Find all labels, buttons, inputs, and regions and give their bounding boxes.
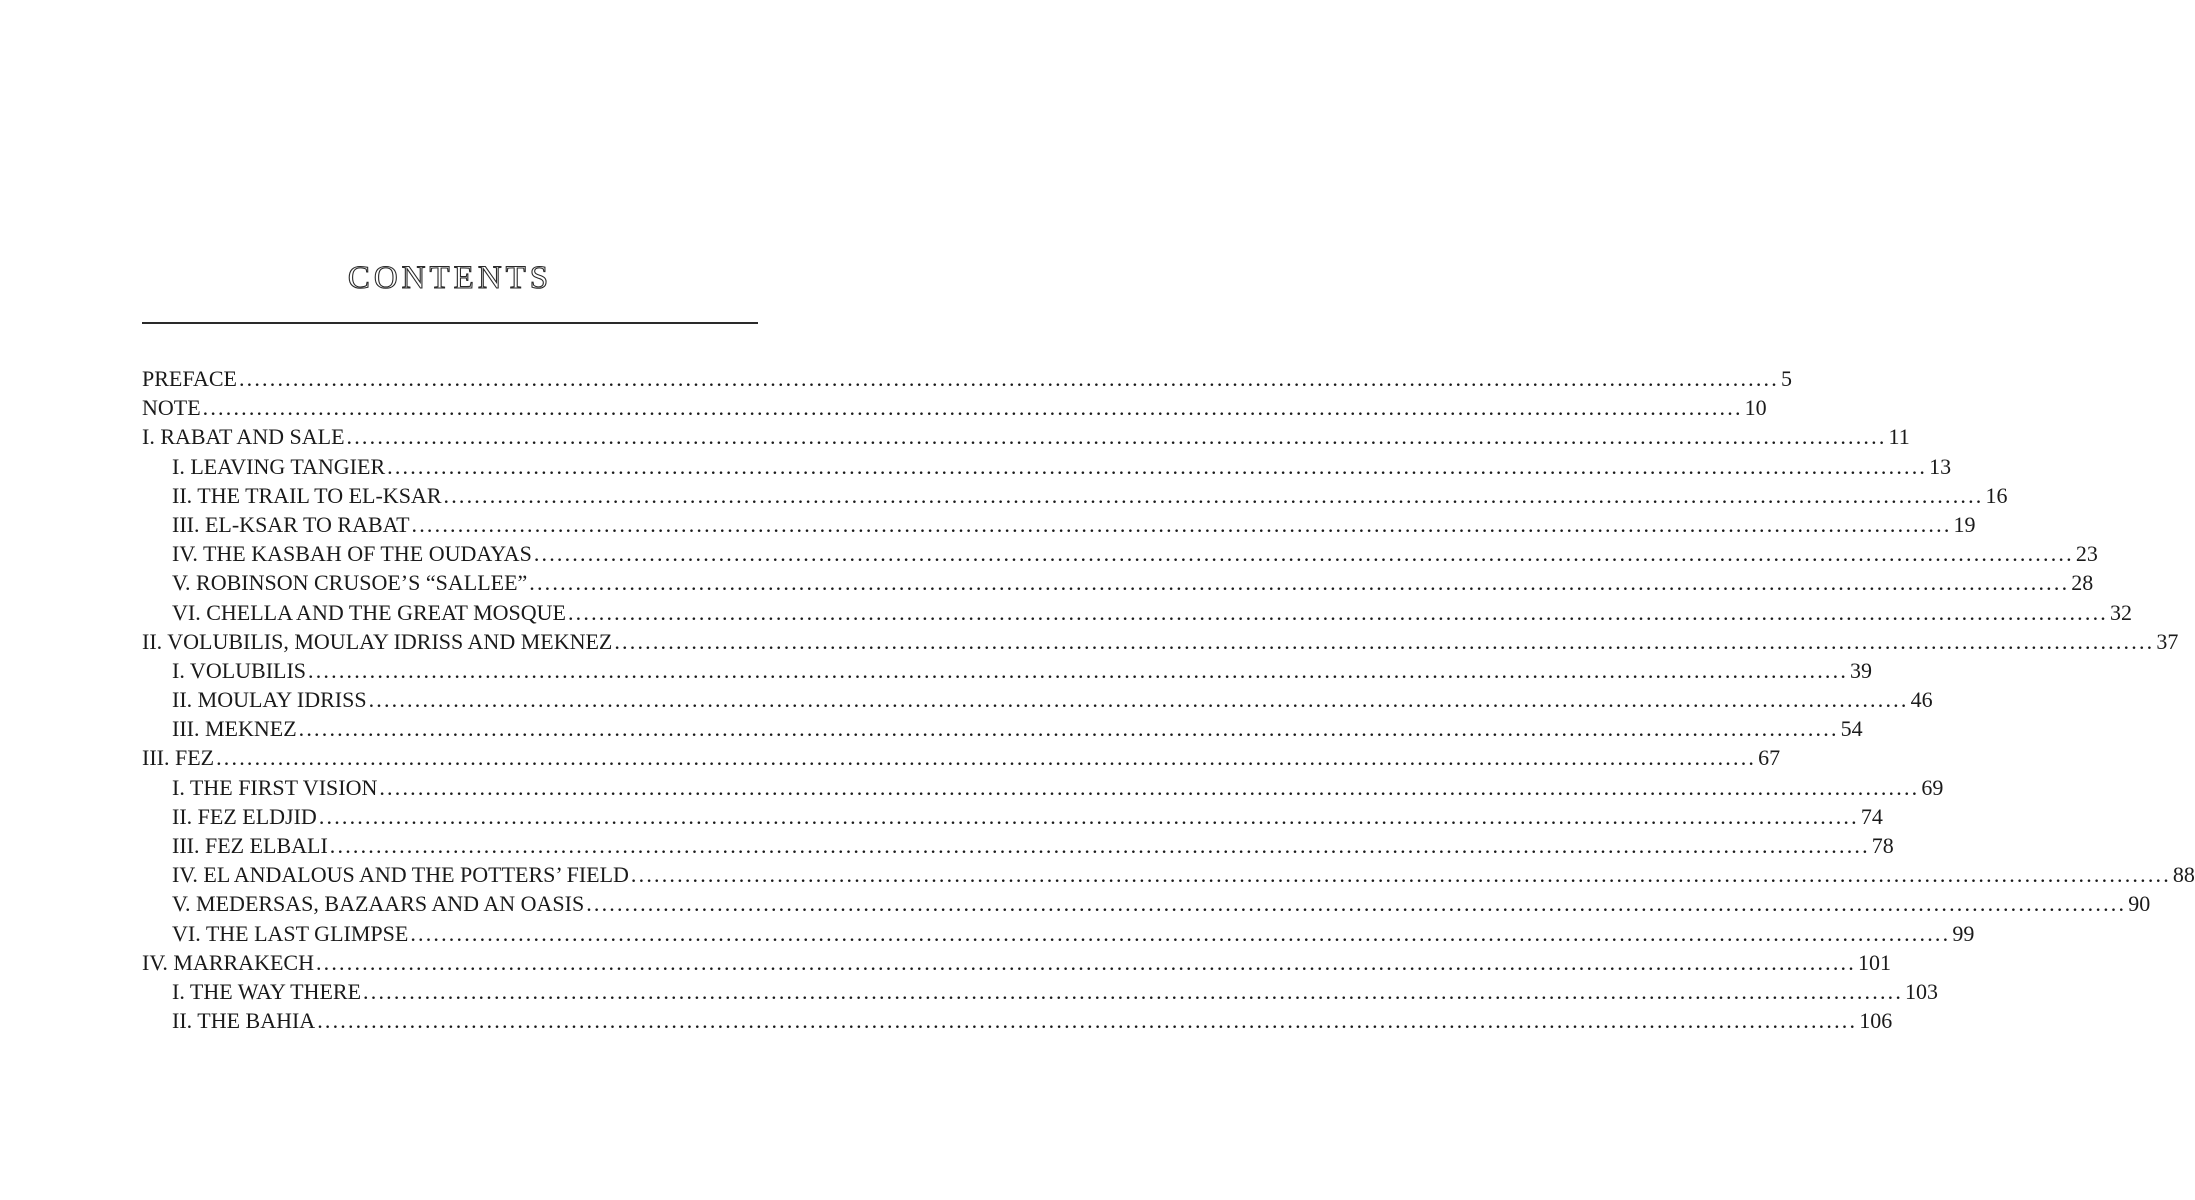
toc-entry-label: III. FEZ [142, 745, 215, 771]
toc-entry-page-number: 90 [2128, 891, 2151, 917]
toc-entry-label: II. MOULAY IDRISS [172, 687, 367, 713]
toc-entry-label: II. THE TRAIL TO EL-KSAR [172, 482, 442, 508]
toc-entry-page-number: 78 [1871, 833, 1894, 858]
dot-leader: ........................................................................................................................................................................................................ [202, 395, 1743, 421]
toc-entry-label: IV. THE KASBAH OF THE OUDAYAS [172, 541, 532, 567]
toc-entry-page-number: 88 [2172, 862, 2195, 888]
toc-entry-page-number: 46 [1910, 687, 1933, 713]
toc-entry-page-number: 5 [1780, 366, 1792, 391]
toc-entry-page-number: 37 [2156, 628, 2179, 654]
dot-leader: ........................................................................................................................................................................................................ [533, 541, 2074, 567]
dot-leader: ........................................................................................................................................................................................................ [567, 599, 2108, 625]
dot-leader: ........................................................................................................................................................................................................ [387, 453, 1928, 479]
toc-entry-label: III. MEKNEZ [172, 716, 297, 742]
toc-entry [142, 510, 1976, 539]
toc-entry-label: V. MEDERSAS, BAZAARS AND AN OASIS [172, 891, 585, 917]
toc-entry-page-number: 101 [1857, 949, 1891, 975]
dot-leader: ........................................................................................................................................................................................................ [379, 774, 1920, 800]
toc-entry-page-number: 32 [2109, 599, 2132, 625]
toc-entry-label: V. ROBINSON CRUSOE’S “SALLEE” [172, 570, 528, 596]
toc-entry [142, 948, 1891, 977]
toc-entry [142, 452, 1952, 481]
toc-entry-label: IV. MARRAKECH [142, 949, 314, 975]
dot-leader: ........................................................................................................................................................................................................ [443, 482, 1984, 508]
dot-leader: ........................................................................................................................................................................................................ [411, 511, 1952, 537]
toc-entry-page-number: 28 [2071, 570, 2094, 596]
toc-entry-label: IV. EL ANDALOUS AND THE POTTERS’ FIELD [172, 862, 629, 888]
toc-entry-page-number: 19 [1953, 511, 1976, 537]
toc-entry-label: I. RABAT AND SALE [142, 424, 345, 450]
toc-entry-label: I. THE WAY THERE [172, 978, 362, 1004]
toc-entry-label: II. THE BAHIA [172, 1008, 316, 1034]
dot-leader: ........................................................................................................................................................................................................ [346, 424, 1887, 450]
dot-leader: ........................................................................................................................................................................................................ [363, 978, 1904, 1004]
toc-entry-page-number: 103 [1905, 978, 1939, 1004]
toc-entry-page-number: 67 [1758, 745, 1781, 771]
toc-entry-label: II. FEZ ELDJID [172, 803, 317, 829]
toc-entry [142, 685, 1933, 714]
toc-entry [142, 743, 1781, 772]
dot-leader: ........................................................................................................................................................................................................ [614, 628, 2155, 654]
dot-leader: ........................................................................................................................................................................................................ [586, 891, 2127, 917]
dot-leader: ........................................................................................................................................................................................................ [315, 949, 1856, 975]
title-rule [142, 322, 758, 324]
toc-entry-label: III. EL-KSAR TO RABAT [172, 511, 410, 537]
toc-entry [142, 831, 1894, 860]
toc-entry [142, 860, 2195, 889]
dot-leader: ........................................................................................................................................................................................................ [410, 920, 1951, 946]
dot-leader: ........................................................................................................................................................................................................ [630, 862, 2171, 888]
dot-leader: ........................................................................................................................................................................................................ [529, 570, 2070, 596]
toc-entry-label: III. FEZ ELBALI [172, 833, 328, 858]
dot-leader: ........................................................................................................................................................................................................ [329, 833, 1870, 858]
toc-entry-page-number: 39 [1850, 657, 1873, 683]
toc-entry-page-number: 10 [1744, 395, 1767, 421]
toc-entry [142, 1006, 1893, 1035]
toc-entry-page-number: 54 [1840, 716, 1863, 742]
toc-entry-page-number: 11 [1888, 424, 1910, 450]
toc-entry-page-number: 13 [1929, 453, 1952, 479]
dot-leader: ........................................................................................................................................................................................................ [368, 687, 1909, 713]
toc-entry [142, 919, 1975, 948]
toc-entry [142, 773, 1944, 802]
toc-entry-label: I. LEAVING TANGIER [172, 453, 386, 479]
toc-entry-label: I. THE FIRST VISION [172, 774, 378, 800]
toc-entry [142, 422, 1910, 451]
toc-entry-label: I. VOLUBILIS [172, 657, 307, 683]
toc-entry-label: NOTE [142, 395, 201, 421]
toc-entry [142, 393, 1767, 422]
toc-entry [142, 598, 2132, 627]
toc-entry [142, 714, 1863, 743]
toc-entry [142, 627, 2179, 656]
page-title: CONTENTS [347, 260, 553, 296]
dot-leader: ........................................................................................................................................................................................................ [298, 716, 1839, 742]
toc-entry [142, 802, 1883, 831]
toc-entry-label: II. VOLUBILIS, MOULAY IDRISS AND MEKNEZ [142, 628, 613, 654]
toc-entry-label: PREFACE [142, 366, 237, 391]
dot-leader: ........................................................................................................................................................................................................ [216, 745, 1757, 771]
toc-entry-page-number: 99 [1952, 920, 1975, 946]
toc-entry-label: VI. THE LAST GLIMPSE [172, 920, 409, 946]
toc-entry [142, 364, 1792, 393]
dot-leader: ........................................................................................................................................................................................................ [317, 1008, 1858, 1034]
toc-entry-label: VI. CHELLA AND THE GREAT MOSQUE [172, 599, 566, 625]
toc-entry [142, 889, 2151, 918]
toc-entry-page-number: 74 [1860, 803, 1883, 829]
toc-entry [142, 568, 2094, 597]
toc-entry-page-number: 69 [1921, 774, 1944, 800]
toc-entry [142, 656, 1873, 685]
toc-entry [142, 481, 2008, 510]
toc-entry-page-number: 16 [1985, 482, 2008, 508]
dot-leader: ........................................................................................................................................................................................................ [318, 803, 1859, 829]
toc-entry-page-number: 23 [2075, 541, 2098, 567]
dot-leader: ........................................................................................................................................................................................................ [238, 366, 1779, 391]
toc-entry [142, 539, 2098, 568]
dot-leader: ........................................................................................................................................................................................................ [308, 657, 1849, 683]
table-of-contents [142, 364, 2195, 1035]
toc-entry [142, 977, 1939, 1006]
toc-entry-page-number: 106 [1859, 1008, 1893, 1034]
